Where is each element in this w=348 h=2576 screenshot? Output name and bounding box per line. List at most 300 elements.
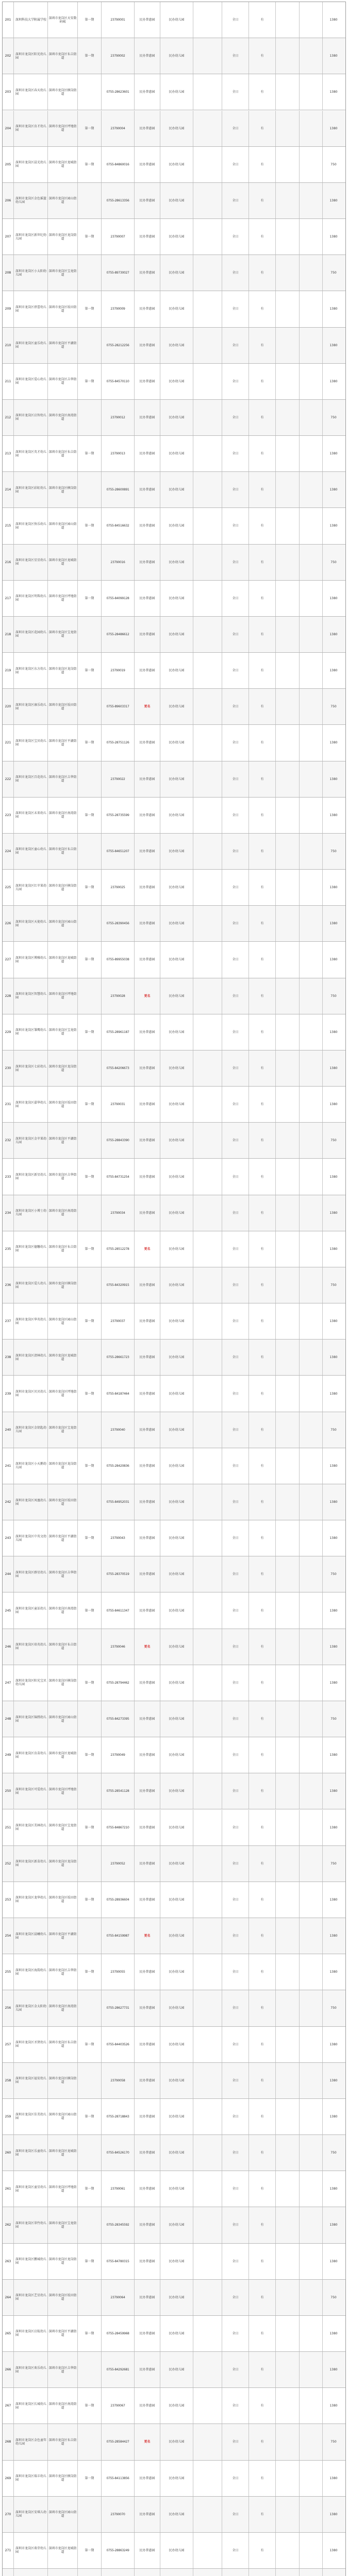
- table-cell: 0755-28843390: [102, 1123, 135, 1158]
- table-cell: [276, 1882, 300, 1918]
- table-cell: 深圳市龙岗区金钥匙幼儿园: [14, 1412, 48, 1448]
- row-number: 246: [3, 1629, 14, 1665]
- table-cell: 深圳市龙岗区坂田街道: [48, 2280, 78, 2315]
- table-cell: [300, 2352, 323, 2387]
- table-cell: [276, 653, 300, 688]
- table-cell: [78, 834, 102, 869]
- table-cell: 全日: [222, 1159, 249, 1194]
- table-cell: 全日: [222, 2497, 249, 2532]
- table-cell: [193, 219, 222, 255]
- table-cell: 全日: [222, 1195, 249, 1231]
- table-cell: 1380: [329, 488, 338, 492]
- table-cell: [193, 2207, 222, 2243]
- table-cell: 民办普惠园: [135, 1195, 160, 1231]
- table-cell: 民办普惠园: [135, 545, 160, 580]
- table-cell: 深圳市龙岗区爱心幼儿园: [14, 364, 48, 399]
- row-number: 250: [3, 1773, 14, 1809]
- table-cell: 23790012: [102, 400, 135, 435]
- table-cell: 1380: [329, 2368, 338, 2372]
- table-row: [3, 545, 345, 581]
- table-cell: [276, 2063, 300, 2098]
- table-cell: 深圳市龙岗区天使幼儿园: [14, 906, 48, 941]
- table-cell: [300, 38, 323, 74]
- table-cell: 民办幼儿园: [160, 725, 193, 760]
- table-cell: 第一期: [78, 291, 102, 327]
- table-cell: [300, 147, 323, 182]
- table-cell: 1380: [329, 777, 338, 781]
- table-cell: [78, 906, 102, 941]
- table-cell: 民办普惠园: [135, 1556, 160, 1592]
- table-cell: 深圳市龙岗区智慧幼儿园: [14, 978, 48, 1014]
- table-cell: 第一期: [78, 1737, 102, 1773]
- table-cell: 全日: [222, 2244, 249, 2279]
- table-row: [3, 1050, 345, 1087]
- table-cell: 深圳市龙岗区龙岗街道: [48, 2244, 78, 2279]
- table-cell: 第一期: [78, 2244, 102, 2279]
- table-cell: 1380: [329, 1247, 338, 1251]
- table-cell: 民办幼儿园: [160, 436, 193, 471]
- table-cell: 0755-28541128: [102, 1773, 135, 1809]
- table-cell: 有: [249, 1990, 276, 2026]
- table-cell: 深圳市龙岗区嘉华幼儿园: [14, 1087, 48, 1122]
- table-cell: 有: [249, 111, 276, 146]
- table-cell: 民办幼儿园: [160, 1195, 193, 1231]
- table-cell: 有: [249, 38, 276, 74]
- table-cell: 全日: [222, 74, 249, 110]
- table-row: [3, 1882, 345, 1918]
- table-cell: 第一期: [78, 38, 102, 74]
- table-cell: 有: [249, 472, 276, 507]
- table-cell: 第一期: [78, 1303, 102, 1339]
- table-cell: [300, 1267, 323, 1303]
- table-row: [3, 1376, 345, 1412]
- table-cell: [193, 2244, 222, 2279]
- table-cell: 23790034: [102, 1195, 135, 1231]
- table-cell: 第一期: [78, 1159, 102, 1194]
- table-row: [3, 74, 345, 110]
- table-cell: 全日: [222, 653, 249, 688]
- table-cell: 有: [249, 1376, 276, 1411]
- row-number: 234: [3, 1195, 14, 1231]
- row-number: 258: [3, 2063, 14, 2098]
- table-cell: [300, 725, 323, 760]
- table-cell: 1380: [329, 235, 338, 239]
- table-row: [3, 1846, 345, 1882]
- table-cell: 1380: [329, 2404, 338, 2408]
- table-cell: 1380: [329, 2512, 338, 2516]
- row-number: 233: [3, 1159, 14, 1194]
- table-row: [3, 255, 345, 291]
- table-cell: 民办幼儿园: [160, 1050, 193, 1086]
- table-cell: 有: [249, 1592, 276, 1628]
- table-cell: [193, 1556, 222, 1592]
- table-cell: [276, 147, 300, 182]
- row-number: 227: [3, 942, 14, 977]
- table-cell: [300, 1231, 323, 1267]
- data-table: [2, 2, 346, 2576]
- table-cell: 1380: [329, 1030, 338, 1034]
- table-cell: 0755-28961187: [102, 1014, 135, 1050]
- table-cell: [300, 1918, 323, 1954]
- table-cell: [276, 2424, 300, 2460]
- table-cell: 深圳市龙岗区锦绣幼儿园: [14, 1701, 48, 1737]
- table-cell: 23790004: [102, 111, 135, 146]
- row-number: 254: [3, 1918, 14, 1954]
- table-cell: 0755-28735599: [102, 798, 135, 833]
- table-cell: [193, 1159, 222, 1194]
- table-cell: 深圳市龙岗区童星幼儿园: [14, 2171, 48, 2207]
- table-cell: 深圳市龙岗区吉华街道: [48, 1159, 78, 1194]
- table-cell: [276, 1014, 300, 1050]
- table-cell: 深圳市龙岗区坪地街道: [48, 111, 78, 146]
- table-cell: 深圳市龙岗区童话幼儿园: [14, 1592, 48, 1628]
- row-number: 220: [3, 689, 14, 724]
- table-cell: 有: [249, 653, 276, 688]
- table-cell: 民办普惠园: [135, 725, 160, 760]
- table-cell: [78, 1773, 102, 1809]
- table-cell: 750: [330, 415, 337, 419]
- table-cell: 1380: [329, 343, 338, 347]
- table-cell: [300, 1990, 323, 2026]
- table-cell: 0755-28936604: [102, 1882, 135, 1918]
- table-cell: [193, 2, 222, 38]
- table-cell: 1380: [329, 2042, 338, 2046]
- table-row: [3, 725, 345, 761]
- row-number: 228: [3, 978, 14, 1014]
- table-cell: 0755-84273395: [102, 1701, 135, 1737]
- table-cell: 全日: [222, 2, 249, 38]
- table-cell: 第一期: [78, 219, 102, 255]
- table-cell: 第一期: [78, 147, 102, 182]
- table-row: [3, 1303, 345, 1340]
- table-cell: 深圳市龙岗区宝龙街道: [48, 1412, 78, 1448]
- table-cell: [300, 2, 323, 38]
- table-cell: 深圳市龙岗区吉华街道: [48, 2352, 78, 2387]
- table-cell: 全日: [222, 545, 249, 580]
- table-cell: 民办普惠园: [135, 472, 160, 507]
- table-cell: 23790052: [102, 1846, 135, 1882]
- table-cell: 有: [249, 2280, 276, 2315]
- table-cell: [300, 2135, 323, 2171]
- row-number: 207: [3, 219, 14, 255]
- table-cell: [300, 328, 323, 363]
- table-cell: [193, 2533, 222, 2568]
- table-row: [3, 2099, 345, 2135]
- table-cell: 有: [249, 2533, 276, 2568]
- table-cell: 民办幼儿园: [160, 798, 193, 833]
- table-cell: [276, 1954, 300, 1990]
- table-cell: 民办普惠园: [135, 38, 160, 74]
- table-cell: [276, 978, 300, 1014]
- table-cell: 深圳市龙岗区晨光幼儿园: [14, 147, 48, 182]
- table-cell: 1380: [329, 524, 338, 528]
- table-cell: 全日: [222, 2352, 249, 2387]
- table-cell: 民办幼儿园: [160, 255, 193, 291]
- table-cell: 民办幼儿园: [160, 2316, 193, 2351]
- table-cell: [193, 761, 222, 797]
- table-cell: [78, 761, 102, 797]
- table-cell: [276, 1990, 300, 2026]
- table-cell: 全日: [222, 906, 249, 941]
- table-cell: [193, 111, 222, 146]
- table-cell: 深圳市龙岗区东方幼儿园: [14, 653, 48, 688]
- table-cell: 民办普惠园: [135, 255, 160, 291]
- table-cell: [78, 978, 102, 1014]
- table-cell: [78, 400, 102, 435]
- table-cell: 深圳市龙岗区红苹果幼儿园: [14, 870, 48, 905]
- table-cell: 全日: [222, 1846, 249, 1882]
- table-cell: [300, 2171, 323, 2207]
- table-cell: 23790040: [102, 1412, 135, 1448]
- table-cell: 更名: [135, 1231, 160, 1267]
- table-cell: 0755-84292681: [102, 2352, 135, 2387]
- table-cell: 民办幼儿园: [160, 1412, 193, 1448]
- table-cell: 有: [249, 689, 276, 724]
- table-cell: [193, 255, 222, 291]
- table-cell: [276, 834, 300, 869]
- table-cell: 750: [330, 994, 337, 998]
- row-number: 225: [3, 870, 14, 905]
- table-cell: 民办普惠园: [135, 183, 160, 218]
- table-cell: 民办幼儿园: [160, 2280, 193, 2315]
- table-cell: 深圳市龙岗区金色童年幼儿园: [14, 2424, 48, 2460]
- table-cell: [193, 2099, 222, 2134]
- table-cell: [193, 1303, 222, 1339]
- table-cell: 1380: [329, 632, 338, 636]
- row-number: 249: [3, 1737, 14, 1773]
- table-cell: [78, 472, 102, 507]
- table-cell: 民办普惠园: [135, 1050, 160, 1086]
- table-cell: 民办幼儿园: [160, 2063, 193, 2098]
- table-cell: [78, 1990, 102, 2026]
- table-cell: 有: [249, 2099, 276, 2134]
- table-cell: 0755-84099128: [102, 581, 135, 616]
- table-cell: [276, 1303, 300, 1339]
- table-cell: [78, 2352, 102, 2387]
- table-cell: 民办普惠园: [135, 2316, 160, 2351]
- table-cell: 民办普惠园: [135, 219, 160, 255]
- table-cell: 0755-28390456: [102, 906, 135, 941]
- table-cell: 0755-28751126: [102, 725, 135, 760]
- table-cell: 深圳市龙岗区金苹果幼儿园: [14, 1123, 48, 1158]
- table-cell: 深圳市龙岗区平湖街道: [48, 1123, 78, 1158]
- table-cell: 民办幼儿园: [160, 2497, 193, 2532]
- table-row: [3, 1665, 345, 1701]
- table-cell: 全日: [222, 1087, 249, 1122]
- table-cell: [14, 2569, 48, 2576]
- table-cell: [300, 1159, 323, 1194]
- table-cell: 深圳市龙岗区横岗街道: [48, 1665, 78, 1701]
- table-cell: [193, 1014, 222, 1050]
- table-cell: 深圳市龙岗区吉华街道: [48, 761, 78, 797]
- table-cell: 全日: [222, 1484, 249, 1520]
- table-cell: 民办普惠园: [135, 1990, 160, 2026]
- table-cell: 第一期: [78, 436, 102, 471]
- table-cell: 0755-28345592: [102, 2207, 135, 2243]
- table-cell: 深圳市龙岗区龙岗街道: [48, 219, 78, 255]
- table-cell: 有: [249, 2244, 276, 2279]
- table-row: [3, 870, 345, 906]
- table-cell: 深圳市龙岗区龙城街道: [48, 147, 78, 182]
- table-cell: 0755-28600891: [102, 472, 135, 507]
- table-row: [3, 689, 345, 725]
- table-cell: 第一期: [78, 2171, 102, 2207]
- row-number: 226: [3, 906, 14, 941]
- table-cell: [193, 689, 222, 724]
- row-number: 223: [3, 798, 14, 833]
- table-cell: 民办幼儿园: [160, 1918, 193, 1954]
- table-cell: 民办普惠园: [135, 1123, 160, 1158]
- table-cell: 深圳市龙岗区蓓蕾幼儿园: [14, 291, 48, 327]
- table-cell: [78, 1267, 102, 1303]
- table-row: [3, 291, 345, 327]
- table-cell: [193, 2461, 222, 2496]
- table-cell: 民办普惠园: [135, 761, 160, 797]
- table-cell: 1380: [329, 1608, 338, 1613]
- table-cell: [276, 1484, 300, 1520]
- table-cell: 民办幼儿园: [160, 2, 193, 38]
- table-cell: 全日: [222, 1050, 249, 1086]
- table-cell: 深圳市龙岗区横岗街道: [48, 472, 78, 507]
- table-cell: 第一期: [78, 508, 102, 544]
- table-row: [3, 1520, 345, 1556]
- table-cell: 民办幼儿园: [160, 147, 193, 182]
- table-row: [3, 2135, 345, 2171]
- table-cell: [78, 2424, 102, 2460]
- table-cell: 深圳市龙岗区安琪儿幼儿园: [14, 2497, 48, 2532]
- table-cell: 23790058: [102, 2063, 135, 2098]
- table-cell: [300, 400, 323, 435]
- table-cell: [276, 870, 300, 905]
- table-cell: 民办普惠园: [135, 2388, 160, 2424]
- table-cell: 有: [249, 2027, 276, 2062]
- table-cell: 有: [249, 436, 276, 471]
- table-cell: [276, 1159, 300, 1194]
- table-cell: [193, 1665, 222, 1701]
- table-cell: 第一期: [78, 2316, 102, 2351]
- table-cell: 民办幼儿园: [160, 1014, 193, 1050]
- table-cell: 民办普惠园: [135, 2135, 160, 2171]
- table-cell: 深圳市龙岗区布吉街道: [48, 1629, 78, 1665]
- table-row: [3, 2280, 345, 2316]
- table-cell: 民办幼儿园: [160, 1520, 193, 1556]
- table-cell: 有: [249, 942, 276, 977]
- table-cell: 深圳市龙岗区彩虹幼儿园: [14, 472, 48, 507]
- table-cell: 更名: [135, 978, 160, 1014]
- table-cell: 0755-28584427: [102, 2424, 135, 2460]
- table-cell: [193, 1990, 222, 2026]
- table-cell: 全日: [222, 328, 249, 363]
- table-cell: 深圳市龙岗区童乐幼儿园: [14, 328, 48, 363]
- table-cell: 有: [249, 1918, 276, 1954]
- table-cell: 民办幼儿园: [160, 1592, 193, 1628]
- table-cell: [193, 725, 222, 760]
- row-number: 211: [3, 364, 14, 399]
- table-cell: 有: [249, 508, 276, 544]
- table-cell: 深圳市龙岗区龙岗街道: [48, 1846, 78, 1882]
- table-cell: 全日: [222, 2424, 249, 2460]
- table-cell: [276, 1087, 300, 1122]
- table-cell: 全日: [222, 1882, 249, 1918]
- table-row: [3, 2316, 345, 2352]
- table-cell: [300, 1484, 323, 1520]
- table-cell: 750: [330, 2151, 337, 2155]
- table-cell: [193, 147, 222, 182]
- table-cell: 有: [249, 1810, 276, 1845]
- table-cell: 深圳市龙岗区小博士幼儿园: [14, 1195, 48, 1231]
- table-cell: [300, 1556, 323, 1592]
- table-cell: 0755-28627731: [102, 1990, 135, 2026]
- table-cell: 有: [249, 1050, 276, 1086]
- table-cell: [276, 545, 300, 580]
- table-cell: [276, 400, 300, 435]
- table-cell: 全日: [222, 581, 249, 616]
- table-cell: [193, 508, 222, 544]
- table-cell: 深圳市龙岗区美林幼儿园: [14, 1810, 48, 1845]
- row-number: 203: [3, 74, 14, 110]
- table-cell: 0755-84570110: [102, 364, 135, 399]
- table-cell: 23790043: [102, 1520, 135, 1556]
- table-cell: 深圳市龙岗区天安数码城: [48, 2, 78, 38]
- table-cell: 全日: [222, 1918, 249, 1954]
- table-cell: 民办幼儿园: [160, 1990, 193, 2026]
- table-cell: [193, 1592, 222, 1628]
- table-row: [3, 1592, 345, 1629]
- table-cell: 0755-84611347: [102, 1592, 135, 1628]
- table-cell: 深圳市龙岗区坂田街道: [48, 291, 78, 327]
- table-cell: 深圳市龙岗区乐童幼儿园: [14, 2135, 48, 2171]
- table-cell: 有: [249, 255, 276, 291]
- table-cell: [300, 74, 323, 110]
- table-row: [3, 1123, 345, 1159]
- table-cell: [48, 2569, 78, 2576]
- table-cell: [276, 2388, 300, 2424]
- table-cell: 有: [249, 1448, 276, 1484]
- table-cell: [276, 1376, 300, 1411]
- table-cell: 1380: [329, 1970, 338, 1974]
- table-cell: 0755-84320915: [102, 1267, 135, 1303]
- table-cell: 民办普惠园: [135, 1882, 160, 1918]
- table-cell: [300, 978, 323, 1014]
- table-cell: 民办幼儿园: [160, 2461, 193, 2496]
- table-cell: 第一期: [78, 725, 102, 760]
- table-cell: [300, 1087, 323, 1122]
- table-cell: 1380: [329, 198, 338, 202]
- table-cell: 0755-28212256: [102, 328, 135, 363]
- table-cell: 民办普惠园: [135, 74, 160, 110]
- table-cell: 深圳市龙岗区南湾街道: [48, 798, 78, 833]
- table-cell: 全日: [222, 2027, 249, 2062]
- table-cell: 深圳市龙岗区坪地街道: [48, 2171, 78, 2207]
- table-cell: [300, 1882, 323, 1918]
- table-cell: 第一期: [78, 2533, 102, 2568]
- table-cell: 0755-84526170: [102, 2135, 135, 2171]
- table-cell: [276, 2, 300, 38]
- table-cell: [78, 1195, 102, 1231]
- table-cell: 民办幼儿园: [160, 1303, 193, 1339]
- table-cell: [276, 2352, 300, 2387]
- table-cell: 第一期: [78, 653, 102, 688]
- table-row: [3, 1412, 345, 1448]
- row-number: 270: [3, 2497, 14, 2532]
- table-cell: 民办普惠园: [135, 111, 160, 146]
- table-cell: 1380: [329, 1319, 338, 1324]
- table-cell: 深圳市龙岗区明珠幼儿园: [14, 581, 48, 616]
- table-cell: 第一期: [78, 581, 102, 616]
- table-cell: 民办幼儿园: [160, 2135, 193, 2171]
- table-cell: [78, 1556, 102, 1592]
- table-cell: 民办幼儿园: [160, 400, 193, 435]
